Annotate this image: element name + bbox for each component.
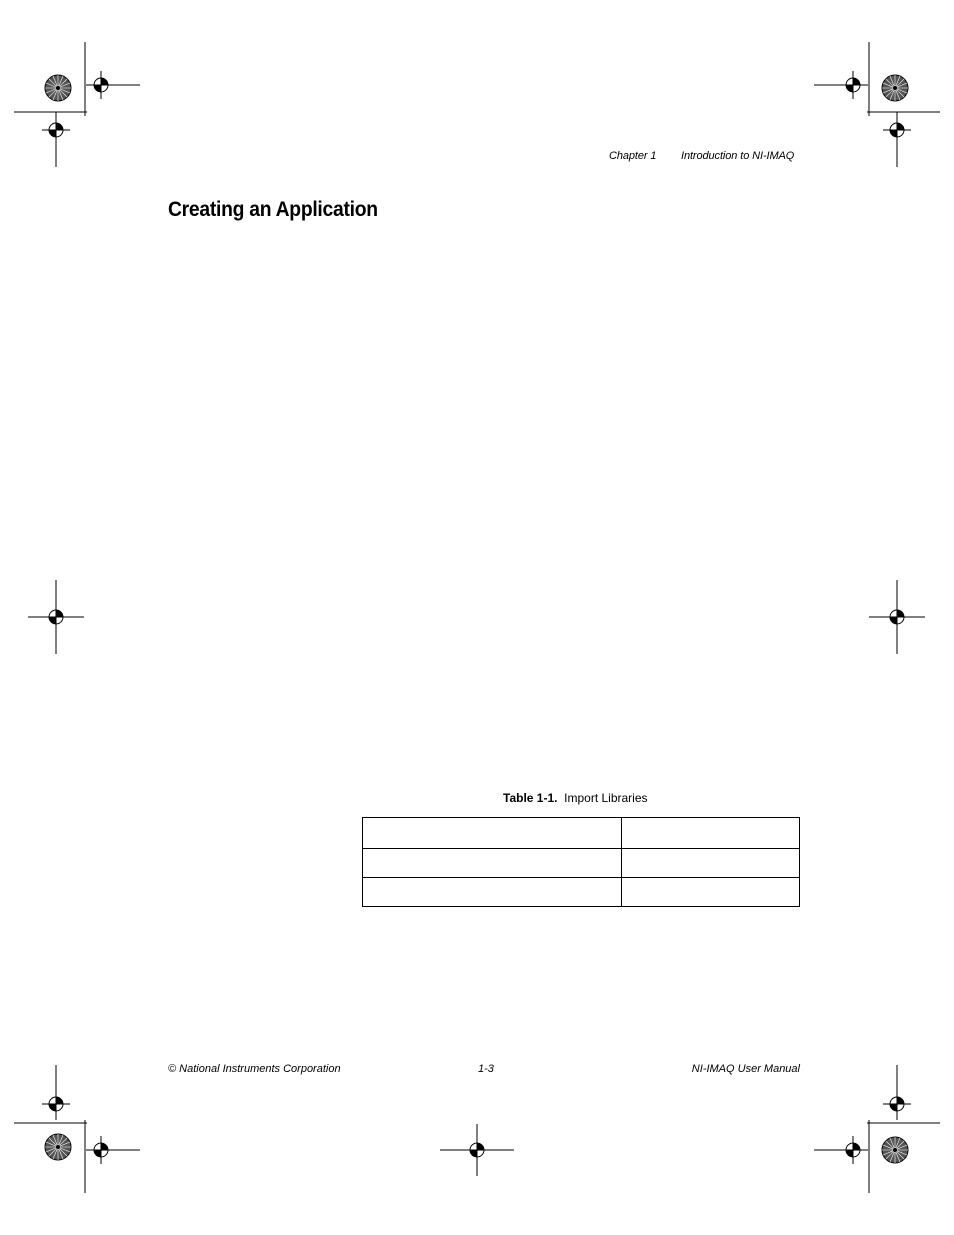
- footer-copyright: © National Instruments Corporation: [168, 1063, 341, 1075]
- import-libraries-table: [362, 817, 800, 907]
- table-cell: [363, 849, 622, 878]
- mid-right-mark: [869, 580, 925, 654]
- bottom-left-marks: [14, 1065, 140, 1193]
- footer-manual-title: NI-IMAQ User Manual: [691, 1063, 800, 1075]
- table-row: [363, 878, 800, 907]
- table-cell: [622, 818, 800, 849]
- header-chapter-title: Introduction to NI-IMAQ: [681, 150, 795, 162]
- top-left-marks: [14, 42, 140, 167]
- table-cell: [622, 849, 800, 878]
- section-title: Creating an Application: [168, 198, 378, 221]
- bottom-center-mark: [440, 1124, 514, 1176]
- table-cell: [622, 878, 800, 907]
- top-right-marks: [814, 42, 940, 167]
- bottom-right-marks: [814, 1065, 940, 1193]
- table-caption: [503, 791, 648, 805]
- table-caption-text: Import Libraries: [564, 791, 648, 805]
- table-header-row: [363, 818, 800, 849]
- header-chapter: Chapter 1: [609, 150, 657, 162]
- mid-left-mark: [28, 580, 84, 654]
- table-cell: [363, 818, 622, 849]
- table-row: [363, 849, 800, 878]
- table-caption-number: Table 1-1.: [503, 791, 558, 805]
- table-cell: [363, 878, 622, 907]
- footer-page-number: 1-3: [478, 1063, 494, 1075]
